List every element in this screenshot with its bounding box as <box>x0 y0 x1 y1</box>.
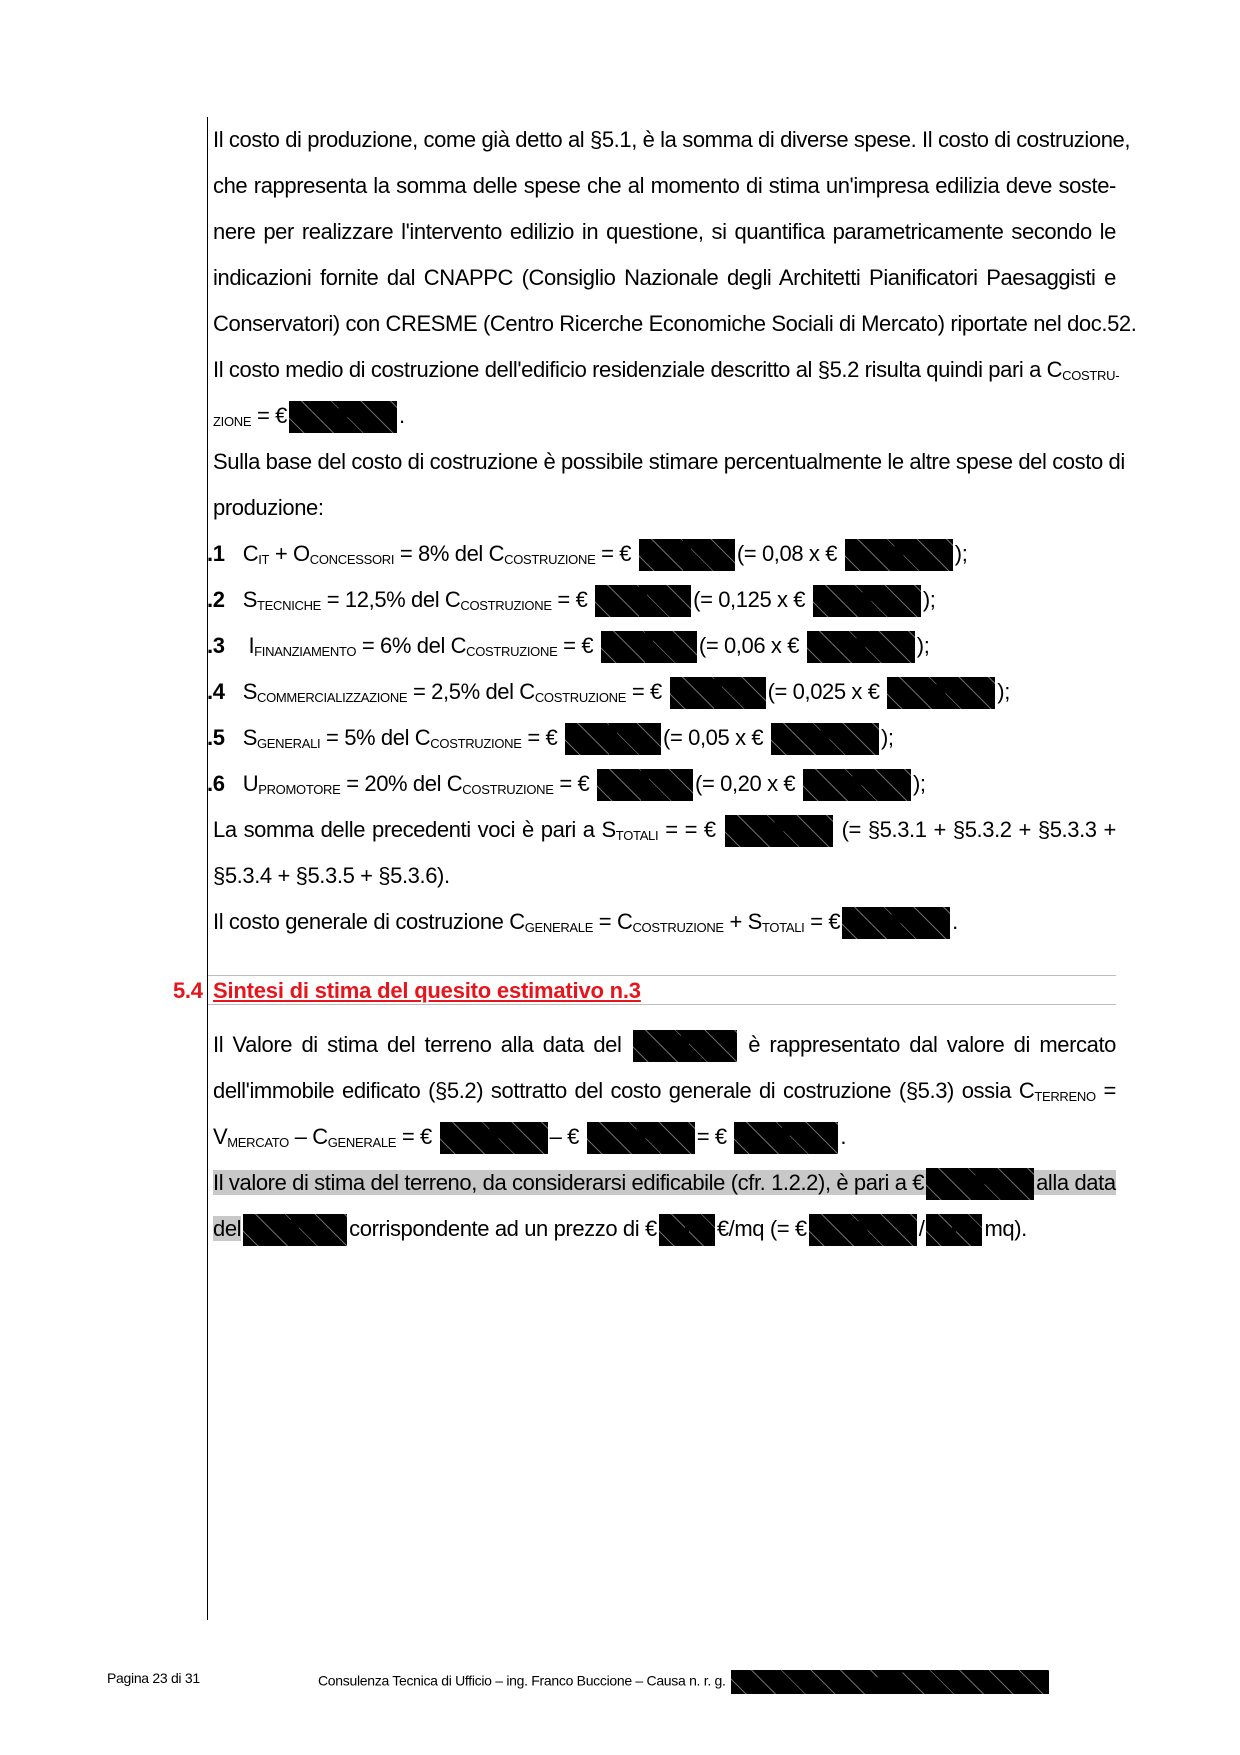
section-title: Sintesi di stima del quesito estimativo n.3 <box>213 978 641 1003</box>
subscript: COSTRUZIONE <box>462 782 554 797</box>
subscript: CONCESSORI <box>309 552 395 567</box>
text: – € <box>549 1124 579 1149</box>
subscript: FINANZIAMENTO <box>254 644 357 659</box>
redaction <box>633 1030 737 1062</box>
list-item <box>207 761 1116 807</box>
redaction <box>813 585 921 617</box>
list-number: .4 <box>207 679 225 704</box>
text: U <box>242 771 259 796</box>
subscript: GENERALI <box>257 736 321 751</box>
subscript: GENERALE <box>524 920 594 935</box>
redaction <box>670 677 766 709</box>
subscript: COSTRUZIONE <box>504 552 596 567</box>
subscript: COSTRUZIONE <box>534 690 627 705</box>
text: = 5% del C <box>320 725 431 750</box>
text: = C <box>593 909 633 934</box>
text: ); <box>997 679 1010 704</box>
redaction <box>809 1214 917 1246</box>
text: = 6% del C <box>356 633 467 658</box>
subscript: IT <box>258 552 270 567</box>
text: = = € <box>658 817 716 842</box>
text: ); <box>922 587 936 612</box>
text: I <box>248 633 255 658</box>
text: (= 0,20 x € <box>695 771 796 796</box>
paragraph-line: nere per realizzare l'intervento edilizio in questione, si quantifica parametricamente secondo le <box>213 219 1116 244</box>
text: €/mq (= € <box>716 1216 807 1241</box>
paragraph-line: che rappresenta la somma delle spese che al momento di stima un'impresa edilizia deve soste- <box>213 173 1116 198</box>
text: Il Valore di stima del terreno alla data del <box>213 1032 622 1057</box>
redaction <box>734 1122 838 1154</box>
paragraph-line: produzione: <box>213 495 324 520</box>
text: (= 0,05 x € <box>663 725 764 750</box>
subscript: COSTRUZIONE <box>430 736 522 751</box>
redaction <box>440 1122 548 1154</box>
text: = 8% del C <box>394 541 505 566</box>
subscript: COMMERCIALIZZAZIONE <box>257 690 408 705</box>
text: ); <box>912 771 926 796</box>
paragraph-line: indicazioni fornite dal CNAPPC (Consiglio Nazionale degli Architetti Pianificatori Paesaggisti e <box>213 265 1116 290</box>
redaction <box>807 631 915 663</box>
subscript: GENERALE <box>327 1135 397 1150</box>
list-number: .3 <box>207 633 225 658</box>
footer-page-number: Pagina 23 di 31 <box>107 1670 200 1686</box>
redaction <box>639 539 735 571</box>
redaction <box>731 1670 1049 1694</box>
section-number: 5.4 <box>173 978 203 1003</box>
text: = € <box>551 587 588 612</box>
text: S <box>242 587 257 612</box>
text: S <box>242 679 257 704</box>
list-number: .1 <box>207 541 225 566</box>
redaction <box>659 1214 715 1246</box>
paragraph-line <box>213 1160 1116 1206</box>
highlighted-text <box>213 1170 1116 1195</box>
text: S <box>242 725 257 750</box>
text: La somma delle precedenti voci è pari a S <box>213 817 616 842</box>
subscript: COSTRUZIONE <box>632 920 724 935</box>
list-number: .6 <box>207 771 225 796</box>
redaction <box>243 1214 347 1246</box>
subscript: ZIONE <box>213 414 252 429</box>
paragraph-line <box>213 1068 1116 1114</box>
paragraph-line: Conservatori) con CRESME (Centro Ricerche Economiche Sociali di Mercato) riportate nel doc.52. <box>213 311 1137 336</box>
text: (= 0,025 x € <box>767 679 880 704</box>
list-number: .2 <box>207 587 225 612</box>
paragraph-line: $_{ZIONE}$ = € . <box>213 393 1116 439</box>
subscript: COSTRUZIONE <box>460 598 552 613</box>
footer-reference <box>318 1670 1051 1694</box>
redaction <box>601 631 697 663</box>
text: alla data <box>1036 1170 1116 1195</box>
highlighted-text: del <box>213 1216 242 1241</box>
text: = € <box>251 403 287 428</box>
redaction <box>595 585 691 617</box>
redaction <box>771 723 879 755</box>
text: ); <box>880 725 894 750</box>
subscript: TECNICHE <box>257 598 322 613</box>
subscript: COSTRU- <box>1062 368 1120 383</box>
redaction <box>587 1122 695 1154</box>
paragraph-line: Sulla base del costo di costruzione è possibile stimare percentualmente le altre spese del costo di <box>213 449 1125 474</box>
text: = € <box>626 679 662 704</box>
subscript: TERRENO <box>1034 1089 1096 1104</box>
subscript: MERCATO <box>227 1135 289 1150</box>
subscript: TOTALI <box>761 920 805 935</box>
paragraph-line: $V_{MERCATO} - C_{GENERALE}$ = € – € = € . <box>213 1114 1116 1160</box>
text: mq). <box>984 1216 1027 1241</box>
text: Il costo generale di costruzione C <box>213 909 525 934</box>
list-item <box>207 715 1116 761</box>
text: = € <box>557 633 594 658</box>
text: dell'immobile edificato (§5.2) sottratto del costo generale di costruzione (§5.3) ossia C <box>213 1078 1035 1103</box>
text: ); <box>954 541 968 566</box>
list-item <box>207 623 1116 669</box>
heading-rule-bottom <box>208 1004 1116 1005</box>
redaction <box>565 723 661 755</box>
list-item <box>207 531 1116 577</box>
redaction <box>597 769 693 801</box>
list-number: .5 <box>207 725 225 750</box>
text: = € <box>696 1124 727 1149</box>
paragraph-line: Il costo generale di costruzione $C_{GENERALE} = C_{COSTRUZIONE} + S_{TOTALI}$ = € . <box>213 899 1116 945</box>
redaction <box>845 539 953 571</box>
text: = € <box>595 541 632 566</box>
text: (= §5.3.1 + §5.3.2 + §5.3.3 + <box>841 817 1116 842</box>
text: = € <box>804 909 841 934</box>
list-item <box>207 669 1116 715</box>
text: = 2,5% del C <box>407 679 535 704</box>
paragraph-line: §5.3.4 + §5.3.5 + §5.3.6). <box>213 863 450 888</box>
redaction <box>289 401 397 433</box>
text: = <box>1095 1078 1116 1103</box>
footer-text: Consulenza Tecnica di Ufficio – ing. Franco Buccione – Causa n. r. g. <box>318 1672 726 1689</box>
text: Il valore di stima del terreno, da considerarsi edificabile (cfr. 1.2.2), è pari a € <box>213 1170 925 1195</box>
redaction <box>725 815 833 847</box>
text: corrispondente ad un prezzo di € <box>349 1216 657 1241</box>
paragraph-line <box>213 807 1116 853</box>
text: – C <box>288 1124 328 1149</box>
text: = € <box>396 1124 432 1149</box>
text: + O <box>269 541 310 566</box>
redaction <box>926 1214 982 1246</box>
text: è rappresentato dal valore di mercato <box>748 1032 1117 1057</box>
list-item <box>207 577 1116 623</box>
paragraph-line <box>213 347 1120 393</box>
text: = € <box>553 771 590 796</box>
redaction <box>887 677 995 709</box>
text: C <box>242 541 259 566</box>
redaction <box>842 907 950 939</box>
text: V <box>213 1124 228 1149</box>
text: + S <box>723 909 762 934</box>
paragraph-line: Il costo di produzione, come già detto al §5.1, è la somma di diverse spese. Il costo di costruzione, <box>213 127 1131 152</box>
subscript: PROMOTORE <box>258 782 341 797</box>
text: Il costo medio di costruzione dell'edificio residenziale descritto al §5.2 risulta quindi pari a C <box>213 357 1063 382</box>
redaction <box>926 1168 1034 1200</box>
paragraph-line <box>213 1022 1116 1068</box>
text: (= 0,08 x € <box>736 541 838 566</box>
text: = 20% del C <box>340 771 463 796</box>
heading-rule-top <box>208 975 1116 976</box>
paragraph-line <box>213 1206 1116 1252</box>
text: = € <box>521 725 558 750</box>
subscript: COSTRUZIONE <box>466 644 558 659</box>
text: (= 0,06 x € <box>698 633 800 658</box>
margin-rule <box>207 117 208 1620</box>
subscript: TOTALI <box>615 828 659 843</box>
text: = 12,5% del C <box>321 587 461 612</box>
text: ); <box>916 633 930 658</box>
redaction <box>803 769 911 801</box>
text: (= 0,125 x € <box>693 587 806 612</box>
text: / <box>918 1216 925 1241</box>
section-heading <box>165 978 1115 1012</box>
